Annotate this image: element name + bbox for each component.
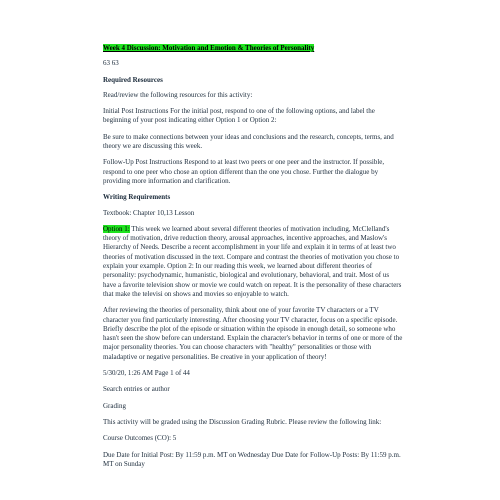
- document-subtitle: 63 63: [103, 59, 119, 68]
- option-paragraph: [103, 225, 403, 299]
- required-resources-heading: Required Resources: [103, 75, 163, 84]
- document-body: [103, 44, 403, 469]
- writing-requirements-heading: Writing Requirements: [103, 193, 171, 202]
- grading-text: This activity will be graded using the Discussion Grading Rubric. Please review the following link:: [103, 417, 382, 426]
- textbook-reference: Textbook: Chapter 10,13 Lesson: [103, 208, 195, 217]
- course-outcomes: Course Outcomes (CO): 5: [103, 434, 177, 443]
- grading-heading: Grading: [103, 401, 126, 410]
- initial-post-instructions: Initial Post Instructions For the initial post, respond to one of the following options, and label the beginning of your post indicating either Option 1 or Option 2:: [103, 107, 375, 125]
- title-line: [103, 44, 403, 53]
- page-timestamp: 5/30/20, 1:26 AM Page 1 of 44: [103, 369, 190, 378]
- document-title: Week 4 Discussion: Motivation and Emotion & Theories of Personality: [103, 44, 315, 52]
- due-date-text: Due Date for Initial Post: By 11:59 p.m. MT on Wednesday Due Date for Follow-Up Posts: By 11:59 p.m. MT on Sunday: [103, 450, 401, 468]
- follow-up-instructions: Follow-Up Post Instructions Respond to at least two peers or one peer and the instructor. If possible, respond to one peer who chose an option different than the one you chose. Further the dialogue by providing more information and clarification.: [103, 158, 385, 185]
- option1-label: Option 1:: [103, 224, 130, 233]
- option1-text: This week we learned about several different theories of motivation including, McClelland's theory of motivation, drive reduction theory, arousal approaches, incentive approaches, and Maslow's Hierarchy of Needs. Describe a recent accomplishment in your life and explain it in terms of at least two theories of motivation discussed in the text. Compare and contrast the theories of motivation you chose to explain your example. Option 2: In our reading this week, we learned about different theories of personality: psychodynamic, humanistic, biological and evolutionary, behavioral, and trait. Most of us have a favorite television show or movie we could watch on repeat. It is the personality of these characters that make the televisi on shows and movies so enjoyable to watch.: [103, 224, 402, 298]
- search-entries-text: Search entries or author: [103, 385, 170, 394]
- read-review-text: Read/review the following resources for this activity:: [103, 90, 253, 99]
- after-reviewing-paragraph: After reviewing the theories of personality, think about one of your favorite TV characters or a TV character you find particularly interesting. After choosing your TV character, focus on a specific episode. Briefly describe the plot of the episode or situation within the episode in enough detail, so someone who hasn't seen the show before can understand. Explain the character's behavior in terms of one or more of the major personality theories. You can choose characters with "healthy" personalities or those with maladaptive or negative personalities. Be creative in your application of theory!: [103, 306, 403, 361]
- make-connections-text: Be sure to make connections between your ideas and conclusions and the research, concepts, terms, and theory we are discussing this week.: [103, 132, 394, 151]
